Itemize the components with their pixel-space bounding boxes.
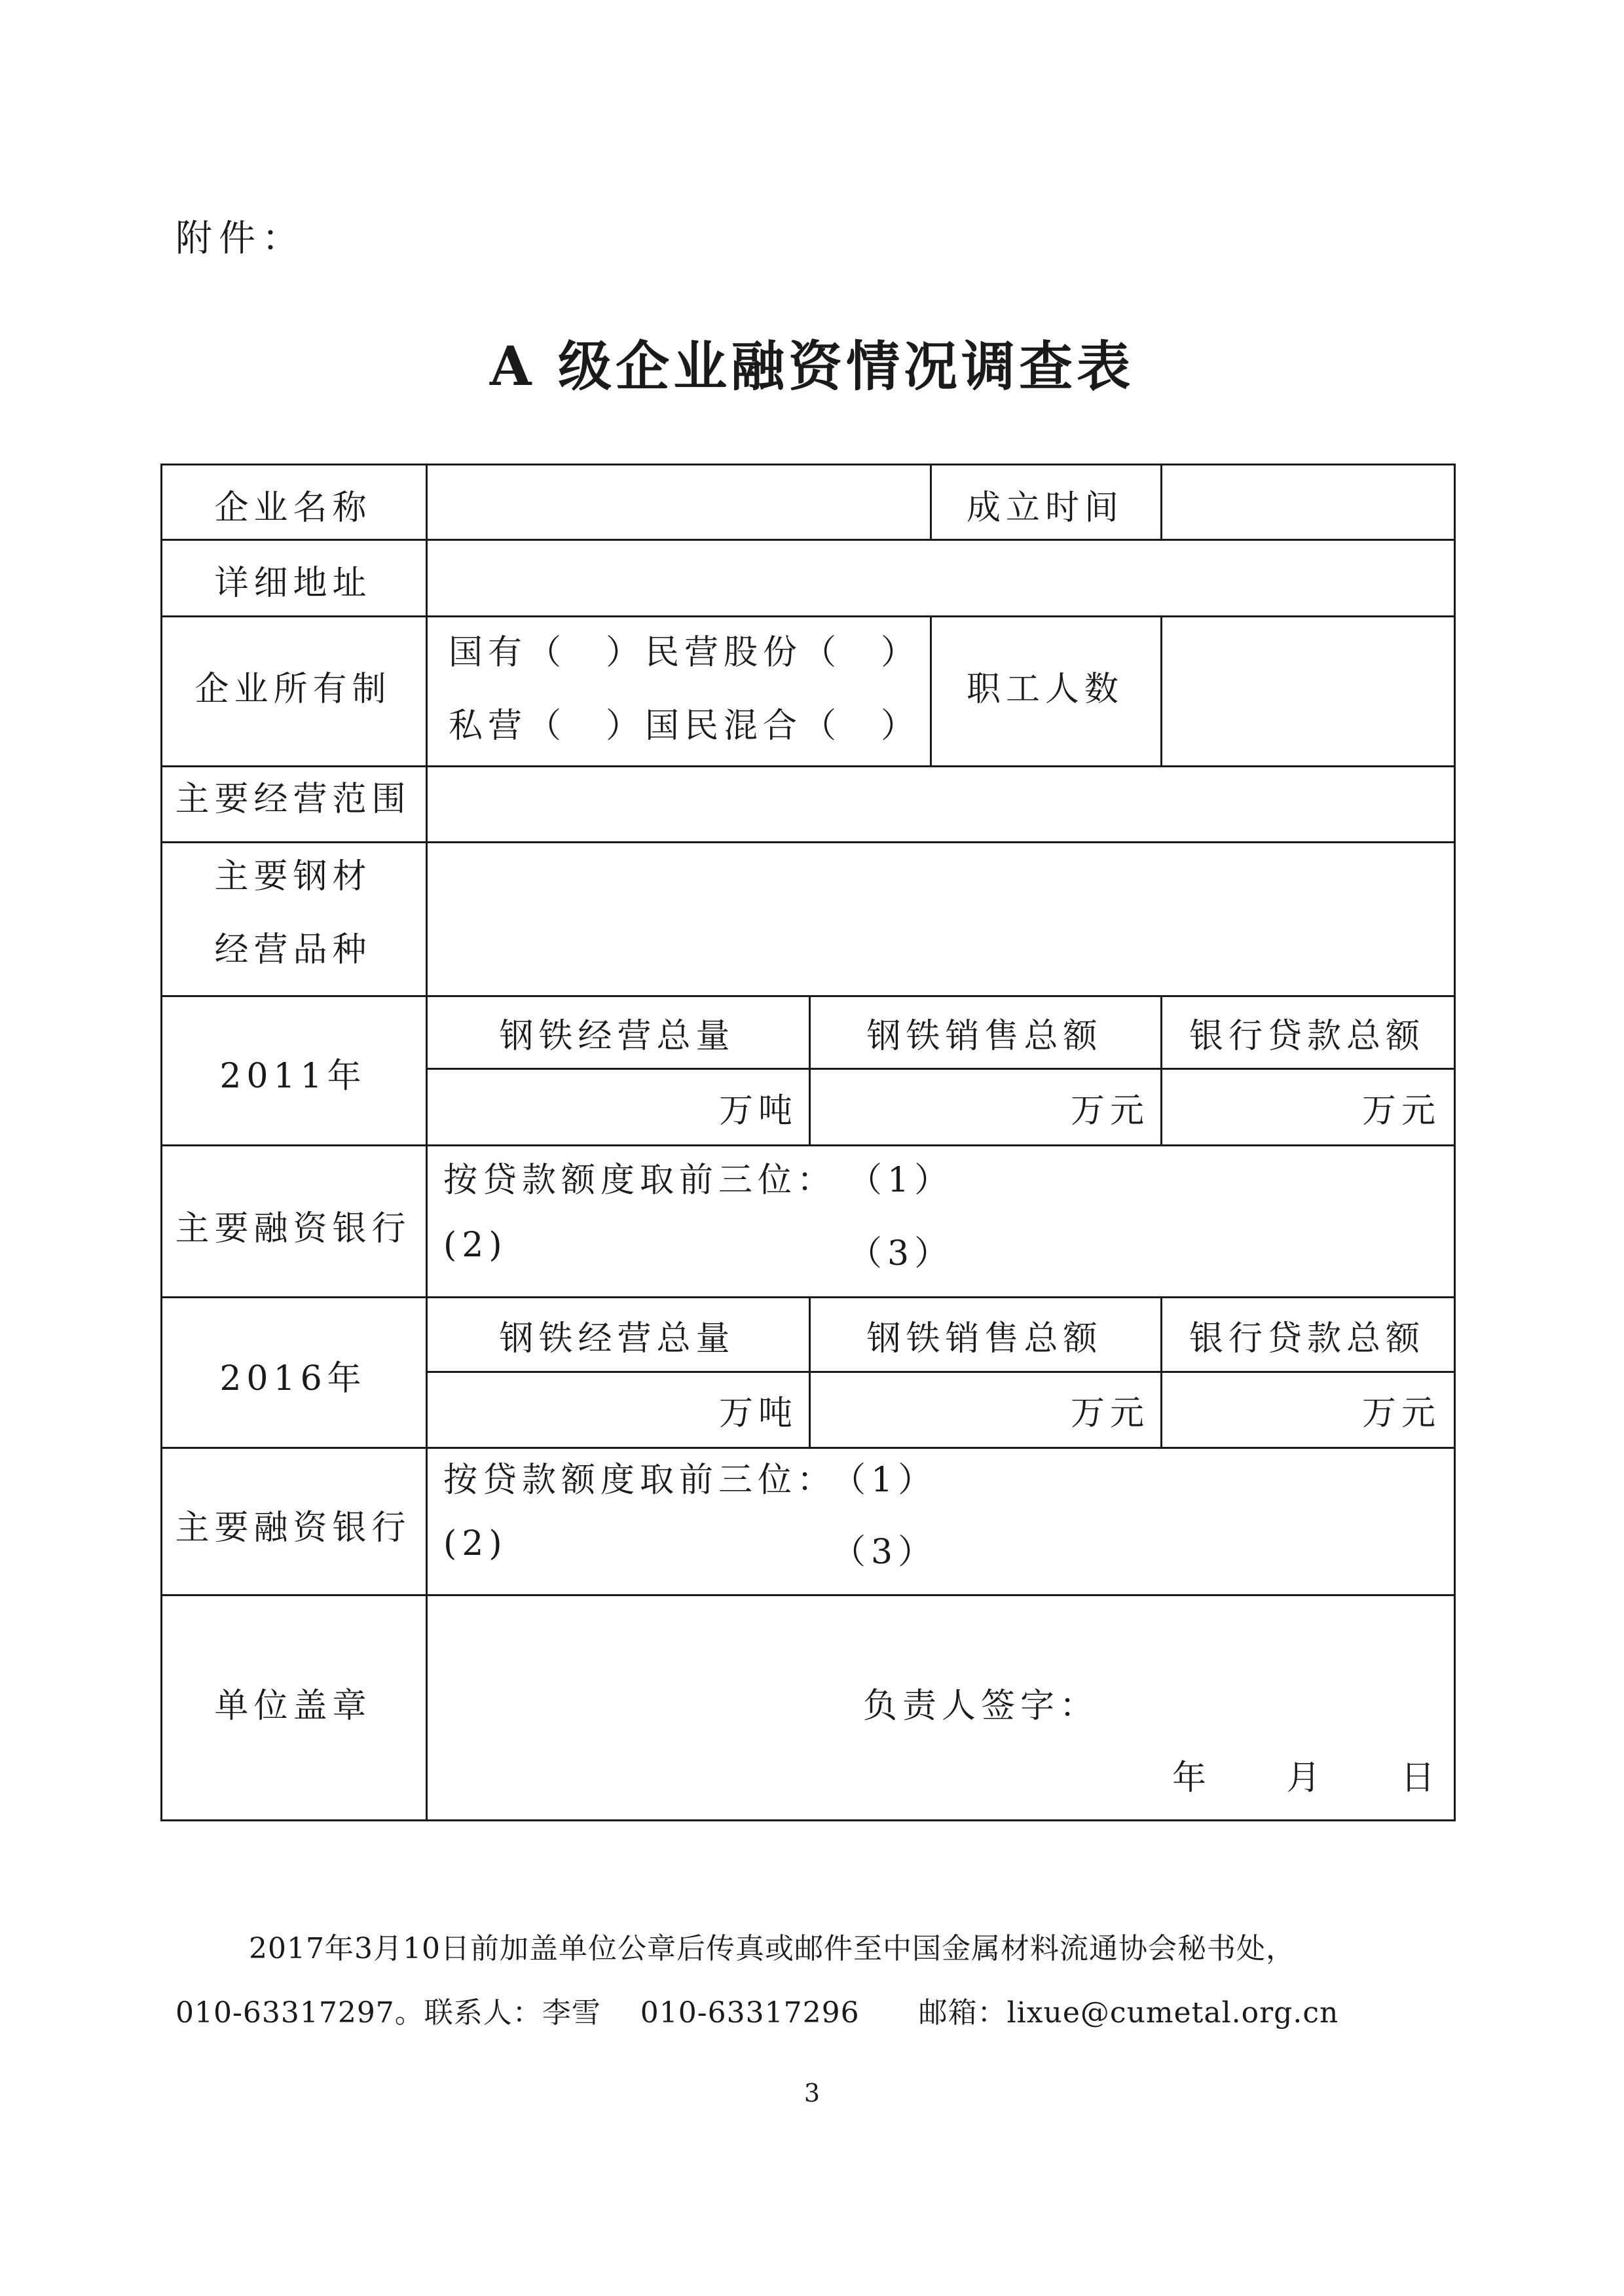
rule	[1160, 464, 1162, 539]
page-number: 3	[803, 2079, 821, 2107]
rule	[160, 1447, 1456, 1449]
rule	[160, 464, 1456, 465]
steel-varieties-label-line-2: 经营品种	[214, 930, 372, 970]
steel-varieties-label-line-1: 主要钢材	[214, 857, 372, 896]
steel-volume-header: 钢铁经营总量	[499, 1319, 735, 1358]
unit-ten-thousand-tons: 万吨	[718, 1394, 798, 1433]
bank-3-marker: （3）	[848, 1234, 954, 1273]
founded-date-label: 成立时间	[966, 488, 1124, 528]
unit-ten-thousand-tons: 万吨	[718, 1091, 798, 1131]
rule	[426, 1068, 1456, 1070]
bank-ranking-hint: 按贷款额度取前三位：	[443, 1461, 837, 1500]
bank-ranking-hint: 按贷款额度取前三位：	[443, 1161, 837, 1200]
bank-loans-header: 银行贷款总额	[1189, 1319, 1425, 1358]
rule	[160, 841, 1456, 843]
footer-contact: 010-63317297。联系人：李雪 010-63317296 邮箱：lixue@cumetal.org.cn	[175, 1996, 1339, 2030]
rule	[160, 995, 1456, 997]
attachment-label: 附件：	[175, 217, 305, 260]
company-name-label: 企业名称	[214, 488, 372, 528]
rule	[160, 539, 1456, 541]
footer-instructions: 2017年3月10日前加盖单位公章后传真或邮件至中国金属材料流通协会秘书处，	[249, 1932, 1295, 1965]
unit-ten-thousand-yuan: 万元	[1070, 1394, 1149, 1433]
steel-sales-header: 钢铁销售总额	[866, 1017, 1103, 1056]
ownership-options-line-2: 私营（ ）国民混合（ ）	[449, 706, 921, 746]
unit-ten-thousand-yuan: 万元	[1361, 1091, 1441, 1131]
business-scope-label: 主要经营范围	[175, 780, 411, 819]
bank-loans-header: 银行贷款总额	[1189, 1017, 1425, 1056]
rule	[1454, 464, 1456, 1821]
main-banks-label: 主要融资银行	[175, 1508, 411, 1548]
bank-3-marker: （3）	[832, 1533, 938, 1572]
rule	[160, 1594, 1456, 1596]
bank-1-marker: （1）	[848, 1161, 954, 1200]
ownership-options-line-1: 国有（ ）民营股份（ ）	[449, 633, 921, 672]
rule	[160, 765, 1456, 767]
rule	[1160, 615, 1162, 765]
survey-form-table	[160, 464, 1456, 1821]
main-banks-label: 主要融资银行	[175, 1209, 411, 1248]
bank-1-marker: （1）	[832, 1461, 938, 1500]
bank-2-marker: (2)	[443, 1226, 507, 1265]
unit-ten-thousand-yuan: 万元	[1070, 1091, 1149, 1131]
form-title: A 级企业融资情况调查表	[489, 335, 1135, 398]
year-2011-label: 2011年	[219, 1057, 367, 1096]
ownership-label: 企业所有制	[194, 670, 392, 709]
signature-label: 负责人签字：	[863, 1686, 1099, 1726]
staff-count-label: 职工人数	[966, 670, 1124, 709]
address-label: 详细地址	[214, 564, 372, 603]
rule	[160, 1296, 1456, 1298]
rule	[160, 1144, 1456, 1146]
rule	[426, 1371, 1456, 1373]
unit-ten-thousand-yuan: 万元	[1361, 1394, 1441, 1433]
rule	[160, 615, 1456, 617]
company-seal-label: 单位盖章	[214, 1686, 372, 1726]
date-label: 年 月 日	[1172, 1758, 1447, 1798]
year-2016-label: 2016年	[219, 1359, 367, 1398]
steel-volume-header: 钢铁经营总量	[499, 1017, 735, 1056]
steel-sales-header: 钢铁销售总额	[866, 1319, 1103, 1358]
bank-2-marker: (2)	[443, 1524, 507, 1563]
rule	[160, 1819, 1456, 1821]
rule	[426, 464, 428, 1821]
